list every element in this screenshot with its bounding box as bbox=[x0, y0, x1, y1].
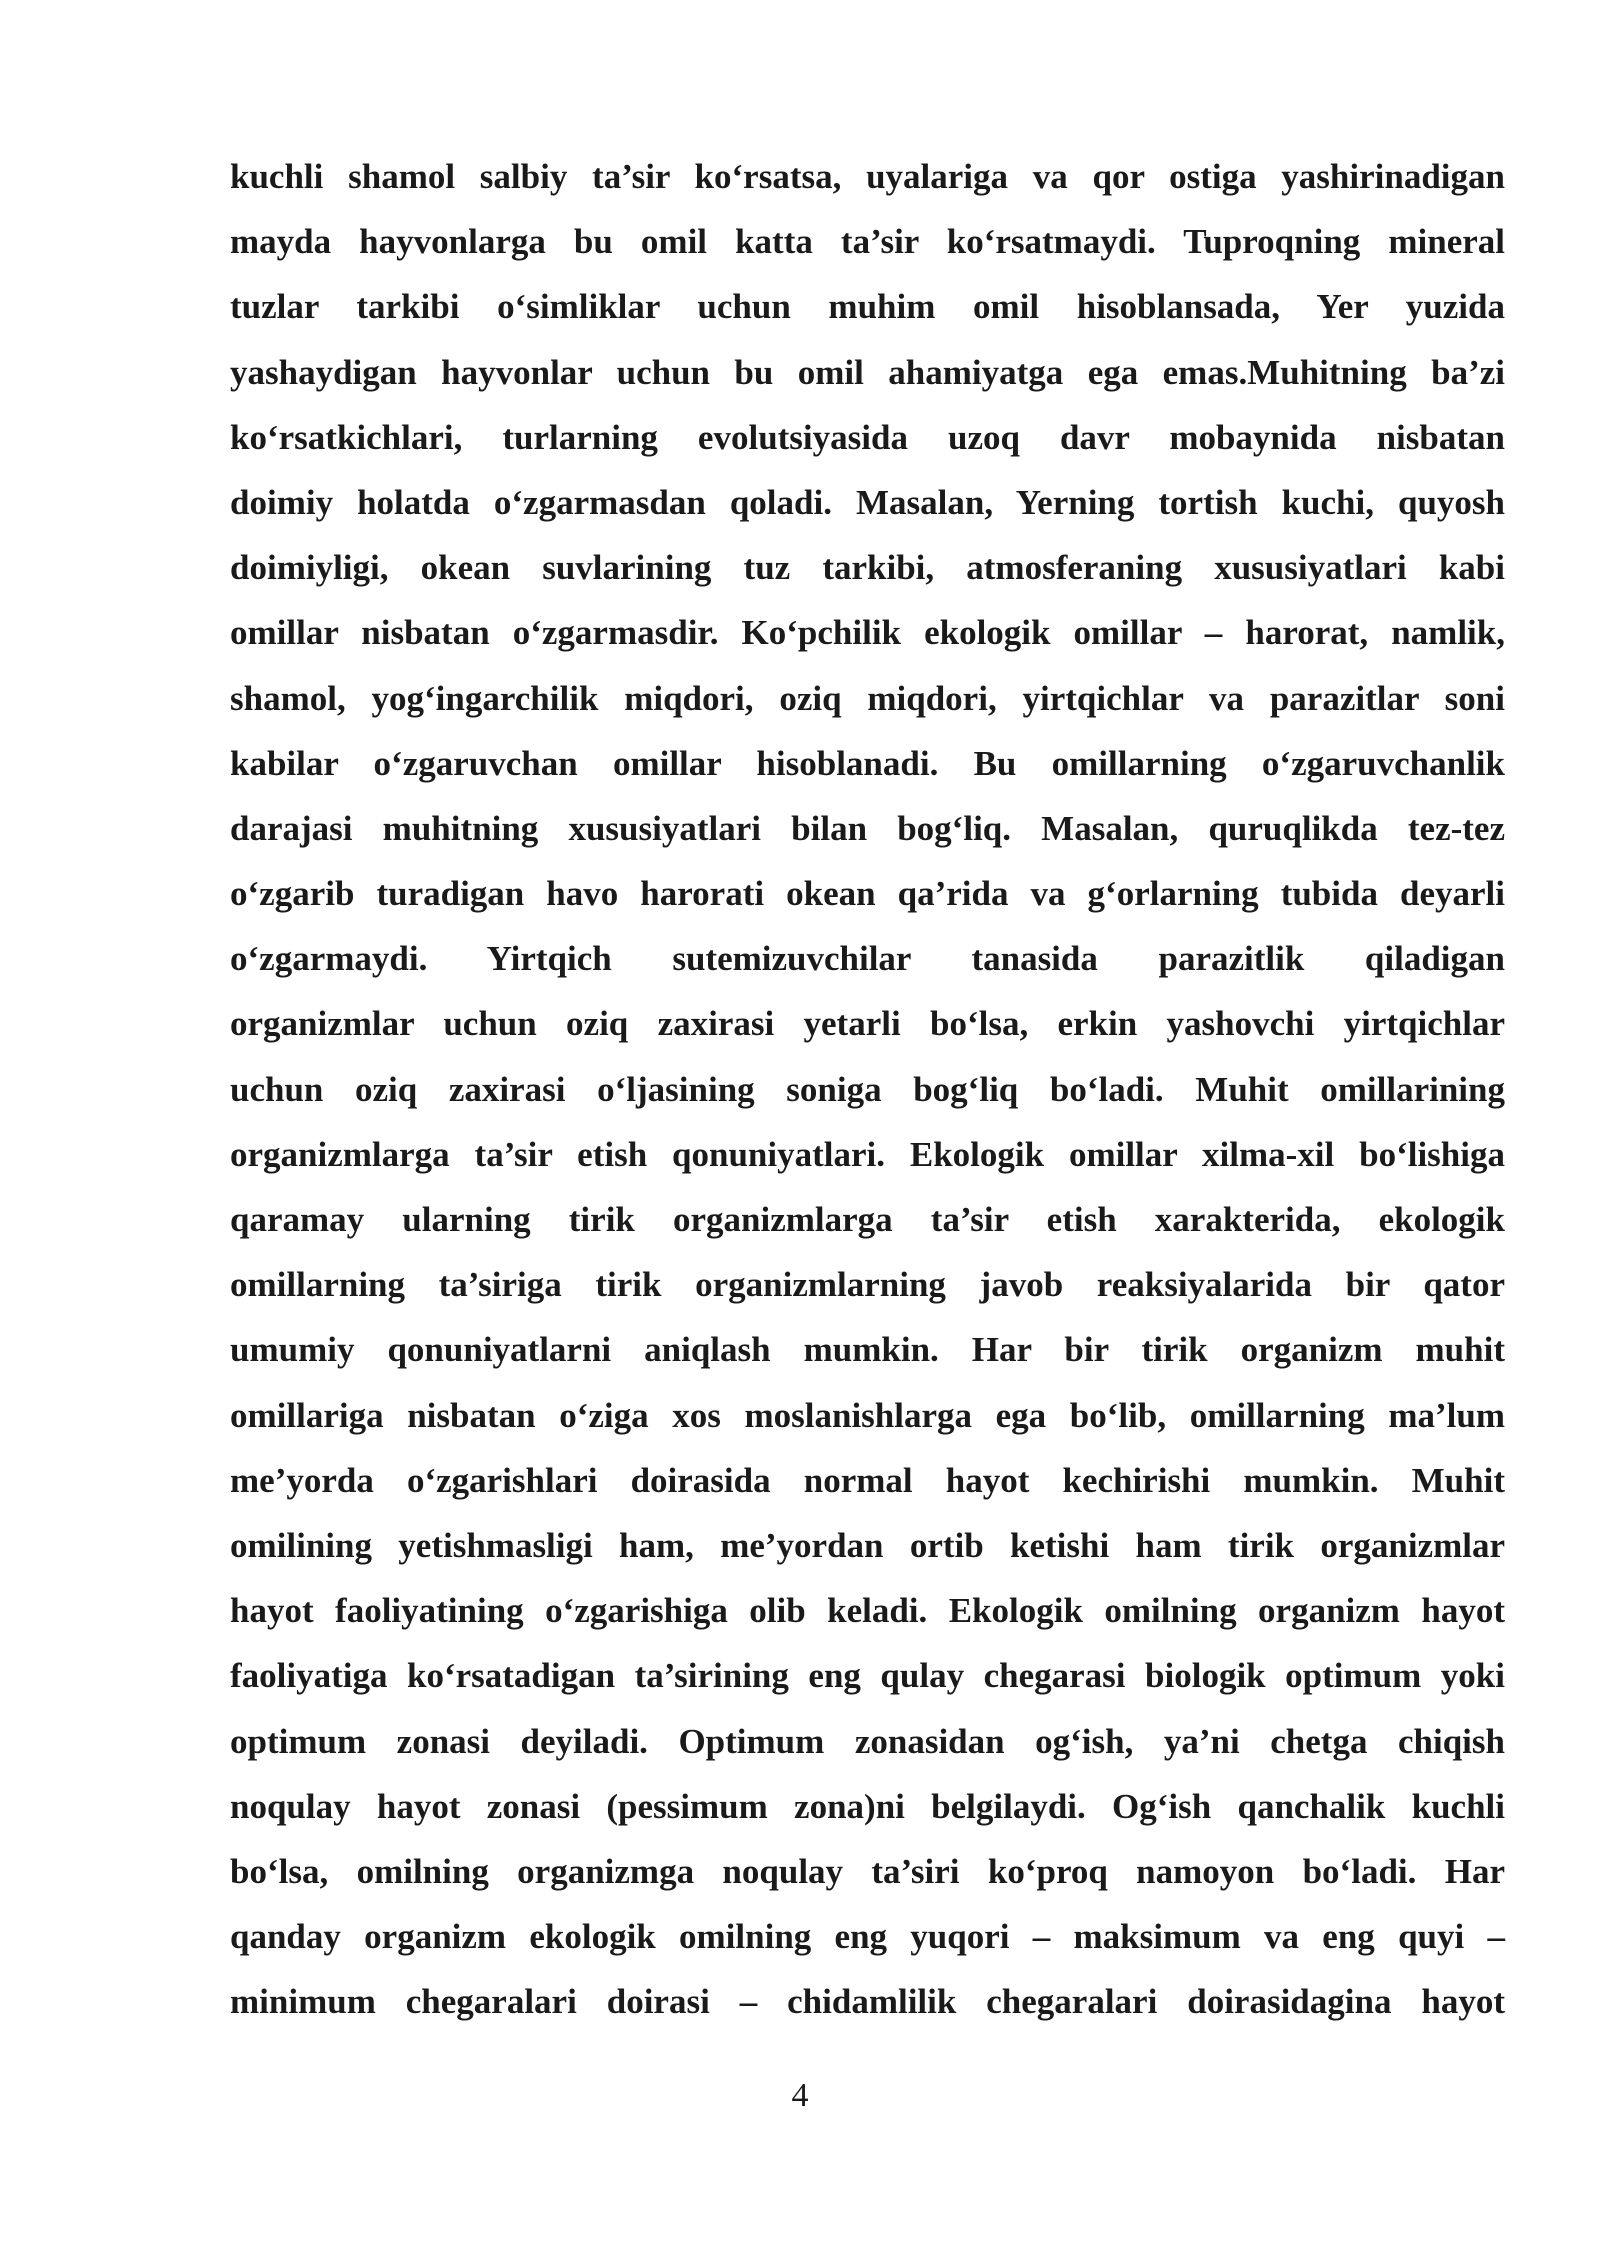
text-line: umumiy qonuniyatlarni aniqlash mumkin. Har bir tirik organizm muhit bbox=[230, 1330, 1505, 1370]
text-line: darajasi muhitning xususiyatlari bilan bog‘liq. Masalan, quruqlikda tez-tez bbox=[230, 808, 1505, 848]
text-line: omillarning ta’siriga tirik organizmlarning javob reaksiyalarida bir qator bbox=[230, 1265, 1505, 1305]
text-line: qaramay ularning tirik organizmlarga ta’sir etish xarakterida, ekologik bbox=[230, 1200, 1505, 1239]
text-line: mayda hayvonlarga bu omil katta ta’sir ko‘rsatmaydi. Tuproqning mineral bbox=[230, 222, 1505, 262]
text-line: o‘zgarib turadigan havo harorati okean qa’rida va g‘orlarning tubida deyarli bbox=[230, 874, 1505, 914]
text-line: noqulay hayot zonasi (pessimum zona)ni belgilaydi. Og‘ish qanchalik kuchli bbox=[230, 1786, 1505, 1826]
text-line: hayot faoliyatining o‘zgarishiga olib keladi. Ekologik omilning organizm hayot bbox=[230, 1591, 1505, 1631]
text-line: kuchli shamol salbiy ta’sir ko‘rsatsa, uyalariga va qor ostiga yashirinadigan bbox=[230, 157, 1505, 196]
text-line: doimiy holatda o‘zgarmasdan qoladi. Masalan, Yerning tortish kuchi, quyosh bbox=[230, 482, 1505, 522]
text-line: organizmlar uchun oziq zaxirasi yetarli bo‘lsa, erkin yashovchi yirtqichlar bbox=[230, 1004, 1505, 1044]
text-line: yashaydigan hayvonlar uchun bu omil ahamiyatga ega emas.Muhitning ba’zi bbox=[230, 352, 1505, 392]
text-line: bo‘lsa, omilning organizmga noqulay ta’siri ko‘proq namoyon bo‘ladi. Har bbox=[230, 1851, 1505, 1891]
text-line: organizmlarga ta’sir etish qonuniyatlari. Ekologik omillar xilma-xil bo‘lishiga bbox=[230, 1134, 1505, 1174]
text-line: ko‘rsatkichlari, turlarning evolutsiyasida uzoq davr mobaynida nisbatan bbox=[230, 417, 1505, 457]
text-line: shamol, yog‘ingarchilik miqdori, oziq miqdori, yirtqichlar va parazitlar soni bbox=[230, 678, 1505, 718]
text-line: omillar nisbatan o‘zgarmasdir. Ko‘pchilik ekologik omillar – harorat, namlik, bbox=[230, 613, 1505, 653]
text-line: tuzlar tarkibi o‘simliklar uchun muhim omil hisoblansada, Yer yuzida bbox=[230, 287, 1505, 327]
text-line: o‘zgarmaydi. Yirtqich sutemizuvchilar tanasida parazitlik qiladigan bbox=[230, 939, 1505, 979]
text-line: uchun oziq zaxirasi o‘ljasining soniga bog‘liq bo‘ladi. Muhit omillarining bbox=[230, 1069, 1505, 1109]
text-line: optimum zonasi deyiladi. Optimum zonasidan og‘ish, ya’ni chetga chiqish bbox=[230, 1721, 1505, 1761]
text-line: kabilar o‘zgaruvchan omillar hisoblanadi. Bu omillarning o‘zgaruvchanlik bbox=[230, 743, 1505, 783]
text-line: omillariga nisbatan o‘ziga xos moslanishlarga ega bo‘lib, omillarning ma’lum bbox=[230, 1395, 1505, 1435]
text-line: minimum chegaralari doirasi – chidamlilik chegaralari doirasidagina hayot bbox=[230, 1982, 1505, 2022]
text-line: me’yorda o‘zgarishlari doirasida normal hayot kechirishi mumkin. Muhit bbox=[230, 1460, 1505, 1500]
text-line: doimiyligi, okean suvlarining tuz tarkibi, atmosferaning xususiyatlari kabi bbox=[230, 548, 1505, 588]
text-line: qanday organizm ekologik omilning eng yuqori – maksimum va eng quyi – bbox=[230, 1917, 1505, 1957]
body-text bbox=[230, 151, 1505, 2041]
text-line: omilining yetishmasligi ham, me’yordan ortib ketishi ham tirik organizmlar bbox=[230, 1525, 1505, 1565]
text-line: faoliyatiga ko‘rsatadigan ta’sirining eng qulay chegarasi biologik optimum yoki bbox=[230, 1656, 1505, 1696]
page-number: 4 bbox=[791, 2077, 809, 2114]
